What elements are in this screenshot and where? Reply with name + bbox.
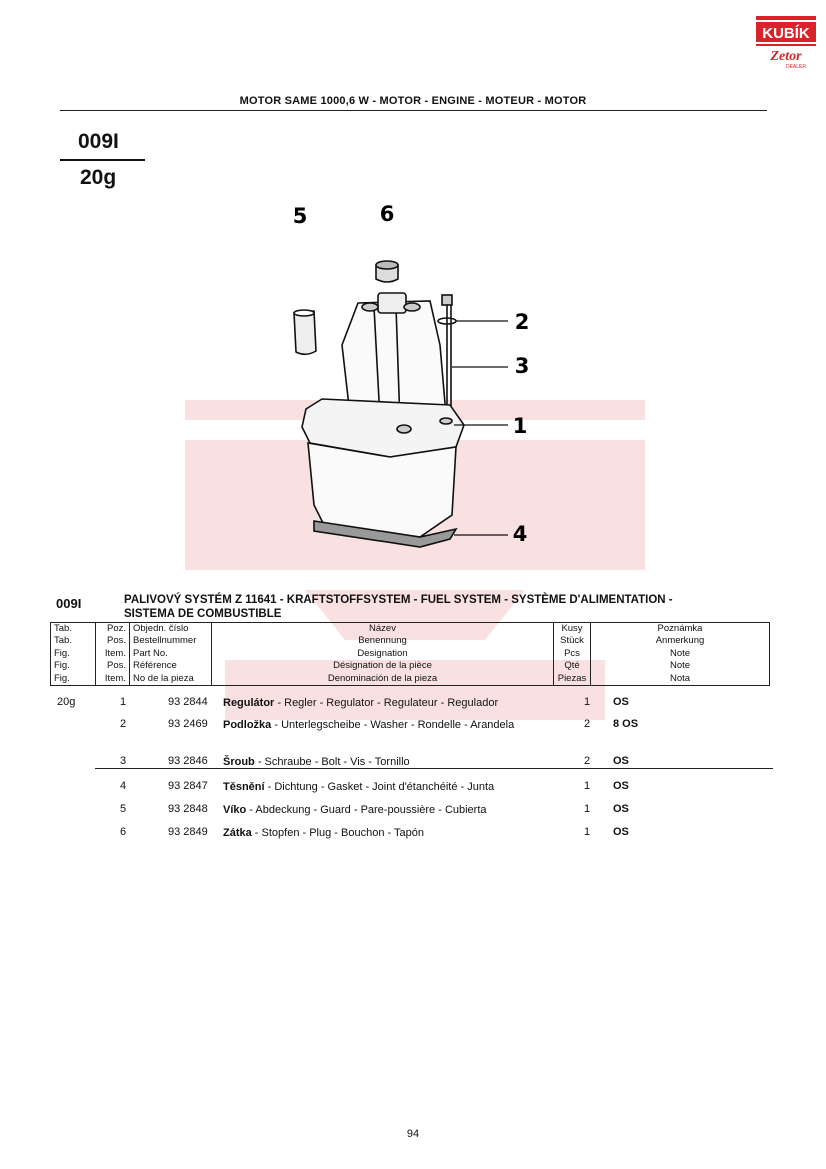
logo-brand: KUBÍK bbox=[762, 25, 810, 42]
table-row: 3 93 2846 Šroub - Schraube - Bolt - Vis - Tornillo 2 OS bbox=[120, 755, 629, 768]
logo-sub: Zetor bbox=[770, 49, 802, 64]
callout-4: 4 bbox=[512, 522, 528, 546]
table-number: 009I bbox=[78, 130, 119, 153]
part-name: Regulátor - Regler - Regulator - Regulateur - Regulador bbox=[223, 697, 499, 709]
plug-part-drawing bbox=[376, 261, 398, 282]
logo-dealer: DEALER bbox=[785, 64, 807, 70]
figure-number: 20g bbox=[80, 166, 117, 189]
callout-3: 3 bbox=[514, 354, 530, 378]
callout-2: 2 bbox=[514, 310, 530, 334]
group-title bbox=[124, 593, 764, 621]
row-divider bbox=[95, 768, 773, 769]
page-header-title: MOTOR SAME 1000,6 W - MOTOR - ENGINE - MOTEUR - MOTOR bbox=[239, 95, 587, 107]
part-name: Zátka - Stopfen - Plug - Bouchon - Tapón bbox=[223, 827, 424, 839]
callout-5: 5 bbox=[292, 204, 308, 228]
col-pos: Poz. Pos. Item. Pos. Item. bbox=[96, 623, 130, 686]
kubik-zetor-logo bbox=[756, 16, 816, 70]
part-name: Těsnění - Dichtung - Gasket - Joint d'étanchéité - Junta bbox=[223, 781, 495, 793]
header-divider bbox=[60, 110, 767, 111]
page-number: 94 bbox=[406, 1128, 420, 1140]
group-title-line1: PALIVOVÝ SYSTÉM Z 11641 - KRAFTSTOFFSYSTEM - FUEL SYSTEM - SYSTÈME D'ALIMENTATION - bbox=[124, 594, 673, 606]
callout-6: 6 bbox=[379, 202, 395, 226]
col-name: Název Benennung Designation Désignation de la pièce Denominación de la pieza bbox=[212, 623, 554, 686]
table-number-divider bbox=[60, 159, 145, 161]
table-row: 6 93 2849 Zátka - Stopfen - Plug - Bouchon - Tapón 1 OS bbox=[120, 826, 629, 839]
col-note: Poznámka Anmerkung Note Note Nota bbox=[591, 623, 770, 686]
col-tab: Tab. Tab. Fig. Fig. Fig. bbox=[51, 623, 96, 686]
table-row: 20g 1 93 2844 Regulátor - Regler - Regulator - Regulateur - Regulador 1 OS bbox=[57, 696, 629, 709]
regulator-exploded-drawing bbox=[270, 195, 550, 555]
table-row: 5 93 2848 Víko - Abdeckung - Guard - Pare-poussière - Cubierta 1 OS bbox=[120, 803, 629, 816]
part-name: Víko - Abdeckung - Guard - Pare-poussière - Cubierta bbox=[223, 804, 487, 816]
cover-part-drawing bbox=[294, 310, 316, 354]
part-name: Šroub - Schraube - Bolt - Vis - Tornillo bbox=[223, 756, 410, 768]
callout-1: 1 bbox=[512, 414, 528, 438]
group-title-line2: SISTEMA DE COMBUSTIBLE bbox=[124, 608, 282, 620]
table-row: 4 93 2847 Těsnění - Dichtung - Gasket - Joint d'étanchéité - Junta 1 OS bbox=[120, 780, 629, 793]
col-qty: Kusy Stück Pcs Qté Piezas bbox=[554, 623, 591, 686]
col-part-no: Objedn. číslo Bestellnummer Part No. Référence No de la pieza bbox=[130, 623, 212, 686]
column-header-table bbox=[50, 622, 770, 686]
group-code: 009I bbox=[56, 596, 82, 611]
table-row: 2 93 2469 Podložka - Unterlegscheibe - Washer - Rondelle - Arandela 2 8 OS bbox=[120, 718, 639, 731]
part-name: Podložka - Unterlegscheibe - Washer - Rondelle - Arandela bbox=[223, 719, 515, 731]
